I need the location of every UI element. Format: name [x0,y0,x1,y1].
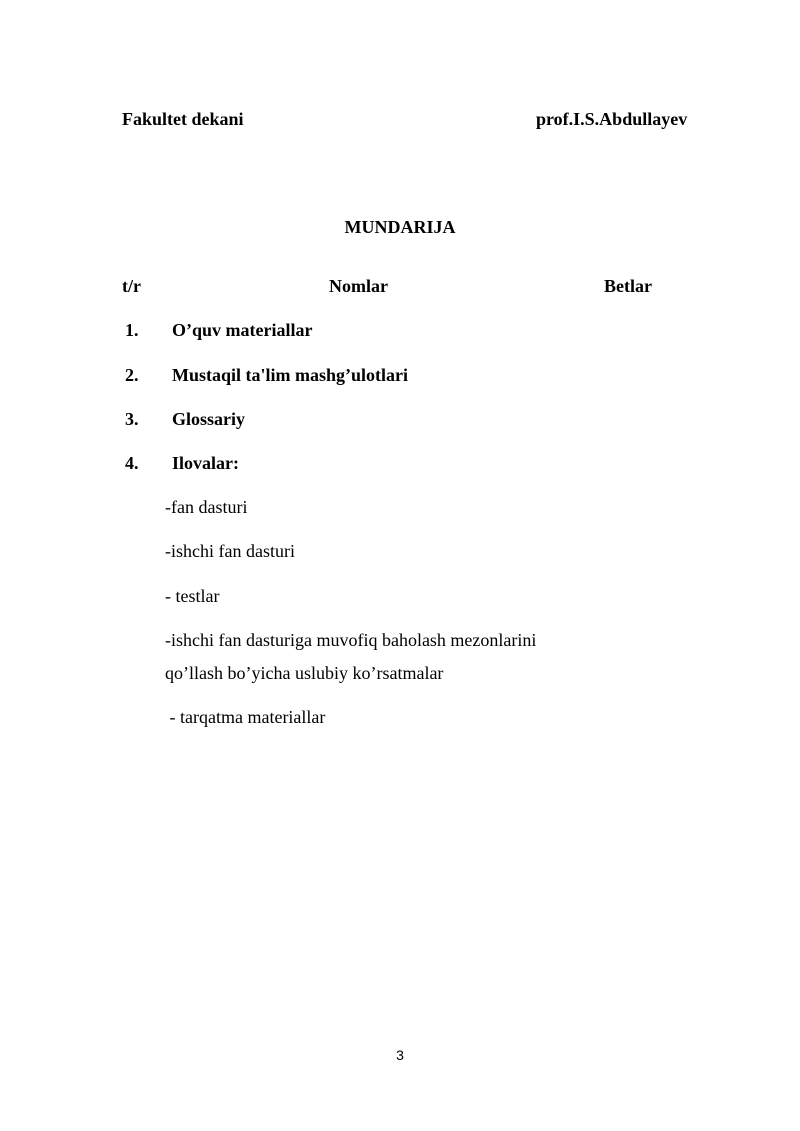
appendix-item: -ishchi fan dasturi [165,541,295,561]
dean-name: prof.I.S.Abdullayev [536,109,688,129]
appendix-item-line: -ishchi fan dasturiga muvofiq baholash mezonlarini [165,630,537,650]
toc-item-label: Mustaqil ta'lim mashg’ulotlari [172,365,409,385]
appendix-item [165,624,605,690]
toc-item [0,452,800,474]
appendix-item: -fan dasturi [165,497,248,517]
appendix-item: - tarqatma materiallar [165,707,326,727]
toc-item-label: O’quv materiallar [172,320,313,340]
toc-item-number: 1. [125,320,139,340]
column-header-page: Betlar [604,276,652,296]
toc-item-number: 2. [125,365,139,385]
toc-item [0,364,800,386]
appendix-item: - testlar [165,586,220,606]
toc-item [0,408,800,430]
dean-position-label: Fakultet dekani [122,109,244,129]
toc-item-label: Glossariy [172,409,246,429]
contents-title: MUNDARIJA [344,217,456,237]
page-number: 3 [396,1047,404,1063]
toc-item-label: Ilovalar: [172,453,239,473]
column-header-number: t/r [122,276,141,296]
toc-item [0,319,800,341]
toc-item-number: 4. [125,453,139,473]
column-header-name: Nomlar [329,276,388,296]
appendix-item-line: qo’llash bo’yicha uslubiy ko’rsatmalar [165,663,444,683]
toc-item-number: 3. [125,409,139,429]
